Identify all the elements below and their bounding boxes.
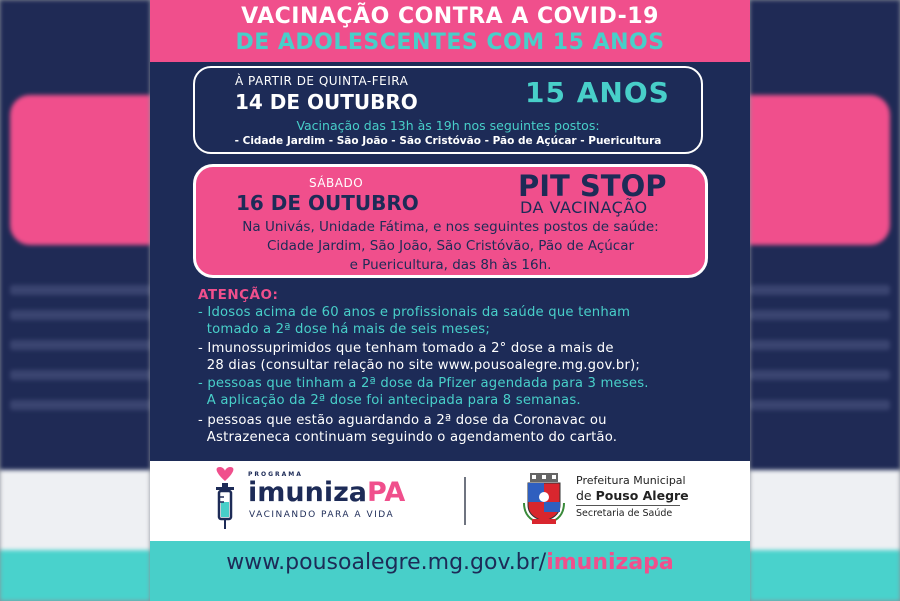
saturday-location-line: Na Univás, Unidade Fátima, e nos seguintes postos de saúde: [242, 219, 659, 235]
pit-stop-subtitle: DA VACINAÇÃO [520, 198, 648, 217]
url-bar [150, 541, 750, 601]
poster-header [150, 0, 750, 62]
attention-line: - Imunossuprimidos que tenham tomado a 2° dose a mais de [198, 341, 614, 356]
thursday-posts: - Cidade Jardim - São João - São Cristóvão - Pão de Açúcar - Puericultura [234, 135, 662, 147]
logo-divider [464, 477, 466, 525]
secretaria-label: Secretaria de Saúde [576, 508, 673, 519]
attention-line: Astrazeneca continuam seguindo o agendamento do cartão. [198, 430, 618, 445]
city-coat-of-arms-icon [522, 473, 566, 525]
thursday-date: 14 DE OUTUBRO [235, 90, 418, 114]
blurred-backdrop-left [0, 0, 150, 601]
prefeitura-rule [576, 505, 680, 506]
brand-tagline: VACINANDO PARA A VIDA [249, 510, 395, 520]
logo-footer [150, 461, 750, 541]
thursday-schedule-box [193, 66, 703, 154]
city-label: Pouso Alegre [595, 488, 689, 503]
url-base: www.pousoalegre.mg.gov.br/ [226, 550, 547, 575]
website-url [150, 550, 750, 575]
brand-accent: PA [367, 477, 406, 508]
attention-line: tomado a 2ª dose há mais de seis meses; [198, 322, 490, 337]
attention-title: ATENÇÃO: [198, 287, 279, 303]
attention-line: 28 dias (consultar relação no site www.pousoalegre.mg.gov.br); [198, 358, 641, 373]
age-label: 15 ANOS [525, 76, 670, 109]
header-title: VACINAÇÃO CONTRA A COVID-19 [241, 4, 659, 29]
syringe-heart-icon [210, 467, 240, 531]
attention-line: A aplicação da 2ª dose foi antecipada para 8 semanas. [198, 393, 581, 408]
attention-line: - Idosos acima de 60 anos e profissionais da saúde que tenham [198, 305, 631, 320]
saturday-label: SÁBADO [309, 176, 364, 190]
prefeitura-line: Prefeitura Municipal [576, 474, 686, 487]
attention-line: - pessoas que estão aguardando a 2ª dose da Coronavac ou [198, 413, 607, 428]
city-prefix: de [576, 488, 596, 503]
imunizapa-logo [248, 477, 405, 508]
saturday-date: 16 DE OUTUBRO [236, 191, 419, 215]
blurred-backdrop-right [750, 0, 900, 601]
vaccination-poster [150, 0, 750, 601]
brand-main: imuniza [248, 477, 368, 508]
program-label: PROGRAMA [248, 471, 303, 478]
saturday-location-line: e Puericultura, das 8h às 16h. [349, 257, 552, 273]
thursday-hours: Vacinação das 13h às 19h nos seguintes postos: [296, 118, 600, 133]
pit-stop-title: PIT STOP [518, 169, 667, 203]
city-name [576, 488, 689, 503]
attention-line: - pessoas que tinham a 2ª dose da Pfizer agendada para 3 meses. [198, 376, 649, 391]
saturday-location-line: Cidade Jardim, São João, São Cristóvão, Pão de Açúcar [266, 238, 635, 254]
header-subtitle: DE ADOLESCENTES COM 15 ANOS [235, 30, 665, 55]
saturday-schedule-box [193, 164, 708, 278]
url-path: imunizapa [546, 550, 674, 575]
thursday-label: À PARTIR DE QUINTA-FEIRA [235, 74, 409, 88]
